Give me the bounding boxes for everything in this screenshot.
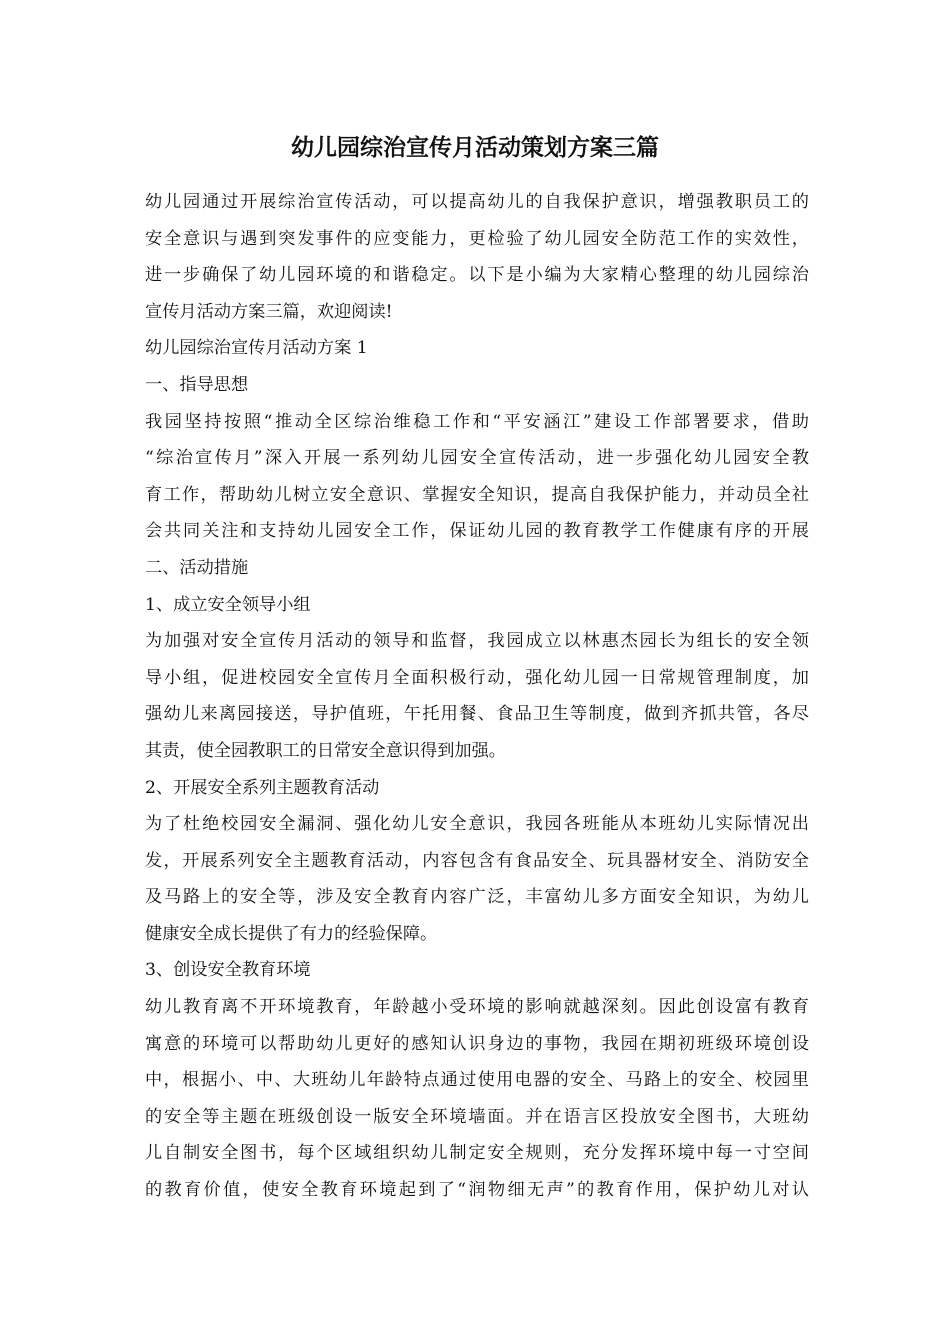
section-heading: 一、指导思想 (145, 374, 249, 395)
text-line: 育工作，帮助幼儿树立安全意识、掌握安全知识，提高自我保护能力，并动员全社 (145, 484, 809, 505)
text-line: 中，根据小、中、大班幼儿年龄特点通过使用电器的安全、马路上的安全、校园里 (145, 1070, 809, 1091)
text-line: 儿自制安全图书，每个区域组织幼儿制定安全规则，充分发挥环境中每一寸空间 (145, 1143, 809, 1164)
text-line: 的教育价值，使安全教育环境起到了“润物细无声”的教育作用，保护幼儿对认 (145, 1180, 809, 1201)
text-line: 安全意识与遇到突发事件的应变能力，更检验了幼儿园安全防范工作的实效性， (145, 228, 809, 249)
text-line: 我园坚持按照“推动全区综治维稳工作和“平安涵江”建设工作部署要求，借助 (145, 411, 809, 432)
text-line: 发，开展系列安全主题教育活动，内容包含有食品安全、玩具器材安全、消防安全 (145, 850, 809, 871)
text-line: 幼儿园通过开展综治宣传活动，可以提高幼儿的自我保护意识，增强教职员工的 (145, 192, 809, 212)
text-line: 及马路上的安全等，涉及安全教育内容广泛，丰富幼儿多方面安全知识，为幼儿 (145, 887, 809, 908)
text-line: 寓意的环境可以帮助幼儿更好的感知认识身边的事物，我园在期初班级环境创设 (145, 1033, 809, 1054)
text-line: 会共同关注和支持幼儿园安全工作，保证幼儿园的教育教学工作健康有序的开展 (145, 521, 809, 542)
text-line: 导小组，促进校园安全宣传月全面积极行动，强化幼儿园一日常规管理制度，加 (145, 667, 809, 688)
text-line: “综治宣传月”深入开展一系列幼儿园安全宣传活动，进一步强化幼儿园安全教 (145, 448, 809, 469)
text-line: 其责，使全园教职工的日常安全意识得到加强。 (145, 740, 506, 761)
section-heading: 2、开展安全系列主题教育活动 (145, 777, 380, 798)
text-line: 强幼儿来离园接送，导护值班，午托用餐、食品卫生等制度，做到齐抓共管，各尽 (145, 704, 809, 725)
section-heading: 幼儿园综治宣传月活动方案 1 (145, 338, 368, 359)
section-heading: 1、成立安全领导小组 (145, 594, 311, 615)
text-line: 健康安全成长提供了有力的经验保障。 (145, 923, 438, 944)
section-heading: 二、活动措施 (145, 557, 249, 578)
document-title: 幼儿园综治宣传月活动策划方案三篇 (291, 134, 659, 161)
text-line: 为了杜绝校园安全漏洞、强化幼儿安全意识，我园各班能从本班幼儿实际情况出 (145, 814, 809, 835)
text-line: 为加强对安全宣传月活动的领导和监督，我园成立以林惠杰园长为组长的安全领 (145, 631, 809, 652)
text-line: 进一步确保了幼儿园环境的和谐稳定。以下是小编为大家精心整理的幼儿园综治 (145, 265, 809, 286)
text-line: 幼儿教育离不开环境教育，年龄越小受环境的影响就越深刻。因此创设富有教育 (145, 997, 809, 1018)
document-body (145, 184, 809, 1209)
text-line: 的安全等主题在班级创设一版安全环境墙面。并在语言区投放安全图书，大班幼 (145, 1106, 809, 1127)
section-heading: 3、创设安全教育环境 (145, 960, 311, 981)
text-line: 宣传月活动方案三篇，欢迎阅读! (145, 301, 393, 322)
